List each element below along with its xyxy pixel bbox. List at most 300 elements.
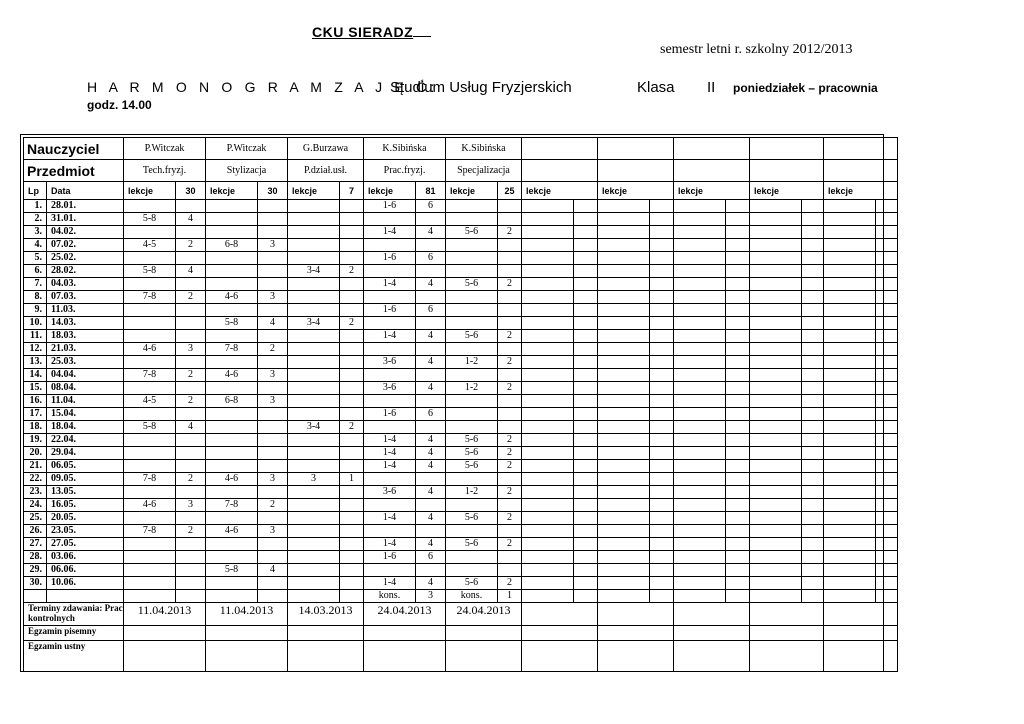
empty-cell xyxy=(522,200,574,213)
empty-cell xyxy=(750,278,802,291)
empty-cell xyxy=(574,564,598,577)
lesson-count-cell xyxy=(340,226,364,239)
row-date: 21.03. xyxy=(47,343,124,356)
table-row xyxy=(24,512,898,525)
empty-cell xyxy=(674,564,726,577)
empty-cell xyxy=(876,473,898,486)
empty-cell xyxy=(650,564,674,577)
row-date: 10.06. xyxy=(47,577,124,590)
schedule-title xyxy=(87,79,878,96)
empty-cell xyxy=(674,408,726,421)
empty-cell xyxy=(650,408,674,421)
exam-written-row-cell xyxy=(124,626,206,641)
row-lp: 14. xyxy=(24,369,47,382)
exam-oral-row-cell xyxy=(598,641,674,672)
lesson-range-cell xyxy=(364,291,416,304)
empty-cell xyxy=(750,577,802,590)
lesson-count-cell: 4 xyxy=(416,382,446,395)
lesson-range-cell: 5-8 xyxy=(206,317,258,330)
lesson-count-cell xyxy=(340,369,364,382)
empty-cell xyxy=(650,200,674,213)
empty-cell xyxy=(598,460,650,473)
empty-cell xyxy=(522,330,574,343)
lesson-range-cell xyxy=(364,213,416,226)
lesson-count-cell: 3 xyxy=(416,590,446,603)
table-row xyxy=(24,369,898,382)
lesson-range-cell xyxy=(124,551,176,564)
lesson-count-cell: 2 xyxy=(498,447,522,460)
empty-cell xyxy=(522,512,574,525)
lesson-count-cell xyxy=(258,304,288,317)
course-name: Studium Usług Fryzjerskich xyxy=(390,79,572,96)
deadlines-row-cell xyxy=(750,603,824,626)
row-date: 15.04. xyxy=(47,408,124,421)
lesson-range-cell xyxy=(124,538,176,551)
lesson-range-cell xyxy=(288,304,340,317)
lesson-range-cell: 1-6 xyxy=(364,408,416,421)
lessons-header: lekcje xyxy=(364,182,416,200)
empty-cell xyxy=(802,577,824,590)
lesson-count-cell: 4 xyxy=(416,330,446,343)
empty-cell xyxy=(650,395,674,408)
empty-cell xyxy=(824,460,876,473)
empty-cell xyxy=(574,499,598,512)
teacher-cell xyxy=(750,138,824,160)
lesson-range-cell xyxy=(288,226,340,239)
lesson-range-cell: 5-6 xyxy=(446,577,498,590)
empty-cell xyxy=(876,343,898,356)
empty-cell xyxy=(802,304,824,317)
empty-cell xyxy=(726,226,750,239)
lesson-range-cell xyxy=(446,239,498,252)
empty-cell xyxy=(522,577,574,590)
subject-label: Przedmiot xyxy=(24,160,124,182)
lesson-count-cell xyxy=(258,226,288,239)
teacher-cell: K.Sibińska xyxy=(364,138,446,160)
lesson-range-cell: kons. xyxy=(364,590,416,603)
empty-cell xyxy=(726,434,750,447)
lesson-count-cell: 4 xyxy=(416,356,446,369)
lesson-count-cell: 3 xyxy=(176,499,206,512)
lesson-range-cell xyxy=(288,382,340,395)
row-lp: 26. xyxy=(24,525,47,538)
empty-cell xyxy=(750,525,802,538)
empty-cell xyxy=(522,486,574,499)
lesson-count-cell: 6 xyxy=(416,252,446,265)
empty-cell xyxy=(598,408,650,421)
empty-cell xyxy=(674,421,726,434)
lesson-range-cell: 1-4 xyxy=(364,447,416,460)
empty-cell xyxy=(522,278,574,291)
empty-cell xyxy=(750,408,802,421)
lesson-range-cell xyxy=(206,278,258,291)
lesson-count-cell: 6 xyxy=(416,304,446,317)
empty-cell xyxy=(726,369,750,382)
empty-cell xyxy=(802,525,824,538)
empty-cell xyxy=(726,252,750,265)
empty-cell xyxy=(674,447,726,460)
lesson-range-cell xyxy=(446,551,498,564)
lesson-range-cell xyxy=(206,382,258,395)
empty-cell xyxy=(650,317,674,330)
lesson-range-cell: 5-6 xyxy=(446,278,498,291)
empty-cell xyxy=(522,226,574,239)
lesson-count-cell xyxy=(258,252,288,265)
lesson-count-cell xyxy=(498,564,522,577)
empty-cell xyxy=(522,408,574,421)
empty-cell xyxy=(876,369,898,382)
lesson-count-cell: 3 xyxy=(258,473,288,486)
table-row xyxy=(24,252,898,265)
lesson-range-cell xyxy=(288,447,340,460)
table-row xyxy=(24,382,898,395)
lesson-count-cell: 2 xyxy=(498,486,522,499)
empty-cell xyxy=(802,382,824,395)
row-lp: 3. xyxy=(24,226,47,239)
empty-cell xyxy=(802,460,824,473)
exam-oral-row-cell xyxy=(206,641,288,672)
table-row xyxy=(24,499,898,512)
empty-cell xyxy=(802,200,824,213)
empty-cell xyxy=(824,473,876,486)
lesson-count-cell xyxy=(176,408,206,421)
lesson-range-cell: 1-2 xyxy=(446,486,498,499)
lesson-range-cell xyxy=(124,434,176,447)
lesson-count-cell xyxy=(258,577,288,590)
lesson-count-cell xyxy=(498,317,522,330)
lesson-range-cell xyxy=(288,564,340,577)
empty-cell xyxy=(802,252,824,265)
lesson-count-cell xyxy=(498,499,522,512)
row-lp: 22. xyxy=(24,473,47,486)
empty-cell xyxy=(876,499,898,512)
empty-cell xyxy=(674,239,726,252)
lesson-count-cell xyxy=(340,408,364,421)
empty-cell xyxy=(802,564,824,577)
empty-cell xyxy=(650,486,674,499)
row-date: 07.02. xyxy=(47,239,124,252)
empty-cell xyxy=(750,395,802,408)
lesson-range-cell xyxy=(446,408,498,421)
lesson-range-cell xyxy=(124,356,176,369)
empty-cell xyxy=(726,382,750,395)
empty-cell xyxy=(824,226,876,239)
empty-cell xyxy=(726,460,750,473)
empty-cell xyxy=(574,434,598,447)
exam-written-row-cell xyxy=(522,626,598,641)
row-lp: 12. xyxy=(24,343,47,356)
empty-cell xyxy=(522,356,574,369)
lesson-count-cell xyxy=(498,200,522,213)
empty-cell xyxy=(824,356,876,369)
empty-cell xyxy=(726,564,750,577)
empty-cell xyxy=(598,317,650,330)
lesson-count-cell: 4 xyxy=(176,213,206,226)
empty-cell xyxy=(876,447,898,460)
lesson-count-cell xyxy=(340,486,364,499)
empty-cell xyxy=(726,200,750,213)
empty-cell xyxy=(726,590,750,603)
table-row xyxy=(24,564,898,577)
row-date: 16.05. xyxy=(47,499,124,512)
empty-cell xyxy=(650,226,674,239)
lesson-count-cell xyxy=(176,460,206,473)
empty-cell xyxy=(674,213,726,226)
empty-cell xyxy=(876,486,898,499)
empty-cell xyxy=(674,499,726,512)
lesson-count-cell xyxy=(340,447,364,460)
lesson-count-cell xyxy=(498,369,522,382)
empty-cell xyxy=(802,317,824,330)
lesson-count-cell: 3 xyxy=(258,525,288,538)
row-date: 22.04. xyxy=(47,434,124,447)
empty-cell xyxy=(802,330,824,343)
row-lp: 30. xyxy=(24,577,47,590)
lesson-count-cell: 1 xyxy=(498,590,522,603)
row-lp: 6. xyxy=(24,265,47,278)
schedule-table xyxy=(23,137,898,672)
lesson-range-cell xyxy=(288,512,340,525)
lesson-count-cell: 2 xyxy=(498,226,522,239)
empty-cell xyxy=(824,200,876,213)
empty-cell xyxy=(574,239,598,252)
lessons-total: 7 xyxy=(340,182,364,200)
empty-cell xyxy=(650,538,674,551)
column-header-row xyxy=(24,182,898,200)
lesson-count-cell xyxy=(176,304,206,317)
empty-cell xyxy=(824,421,876,434)
lesson-count-cell xyxy=(340,564,364,577)
lesson-count-cell: 4 xyxy=(416,278,446,291)
empty-cell xyxy=(598,434,650,447)
empty-cell xyxy=(674,356,726,369)
empty-cell xyxy=(674,395,726,408)
lesson-range-cell: 4-6 xyxy=(206,473,258,486)
lesson-count-cell: 4 xyxy=(258,317,288,330)
empty-cell xyxy=(824,395,876,408)
lesson-range-cell: 7-8 xyxy=(124,369,176,382)
lesson-count-cell xyxy=(176,317,206,330)
lesson-count-cell xyxy=(176,330,206,343)
lesson-range-cell: 4-6 xyxy=(206,291,258,304)
empty-cell xyxy=(522,460,574,473)
lessons-total: 30 xyxy=(258,182,288,200)
lesson-range-cell xyxy=(364,473,416,486)
empty-cell xyxy=(726,356,750,369)
exam-oral-row xyxy=(24,641,898,672)
lesson-range-cell: 1-4 xyxy=(364,538,416,551)
empty-cell xyxy=(522,499,574,512)
lesson-range-cell xyxy=(124,200,176,213)
empty-cell xyxy=(522,369,574,382)
deadlines-row-cell xyxy=(674,603,750,626)
lesson-range-cell xyxy=(206,577,258,590)
lesson-count-cell xyxy=(416,525,446,538)
empty-cell xyxy=(674,252,726,265)
empty-cell xyxy=(750,473,802,486)
row-date: 25.02. xyxy=(47,252,124,265)
empty-cell xyxy=(574,382,598,395)
empty-cell xyxy=(726,291,750,304)
subject-cell xyxy=(522,160,598,182)
empty-cell xyxy=(650,239,674,252)
empty-cell xyxy=(876,525,898,538)
lesson-range-cell: 7-8 xyxy=(206,499,258,512)
lesson-range-cell xyxy=(446,499,498,512)
lesson-count-cell xyxy=(258,200,288,213)
subject-cell xyxy=(824,160,898,182)
empty-cell xyxy=(726,408,750,421)
empty-cell xyxy=(750,421,802,434)
lesson-count-cell xyxy=(498,265,522,278)
lesson-range-cell xyxy=(288,291,340,304)
lesson-count-cell xyxy=(258,382,288,395)
lesson-range-cell xyxy=(288,551,340,564)
lesson-count-cell: 2 xyxy=(176,239,206,252)
empty-cell xyxy=(750,239,802,252)
lesson-count-cell xyxy=(498,473,522,486)
row-lp: 1. xyxy=(24,200,47,213)
lesson-count-cell: 3 xyxy=(258,369,288,382)
empty-cell xyxy=(876,551,898,564)
lesson-count-cell: 2 xyxy=(176,473,206,486)
empty-cell xyxy=(802,226,824,239)
deadlines-row-cell: 11.04.2013 xyxy=(206,603,288,626)
lesson-count-cell xyxy=(340,460,364,473)
subject-cell: Specjalizacja xyxy=(446,160,522,182)
lesson-count-cell xyxy=(258,460,288,473)
lesson-count-cell xyxy=(340,304,364,317)
empty-cell xyxy=(726,486,750,499)
empty-cell xyxy=(802,408,824,421)
empty-cell xyxy=(750,252,802,265)
empty-cell xyxy=(674,278,726,291)
empty-cell xyxy=(802,278,824,291)
lesson-range-cell xyxy=(288,538,340,551)
lesson-count-cell xyxy=(498,395,522,408)
lesson-range-cell xyxy=(446,343,498,356)
lesson-range-cell: 5-8 xyxy=(124,265,176,278)
lesson-count-cell xyxy=(416,421,446,434)
empty-cell xyxy=(598,343,650,356)
empty-cell xyxy=(876,512,898,525)
empty-cell xyxy=(598,265,650,278)
empty-cell xyxy=(802,213,824,226)
empty-cell xyxy=(574,317,598,330)
empty-cell xyxy=(674,473,726,486)
lesson-range-cell xyxy=(206,330,258,343)
lesson-count-cell xyxy=(498,525,522,538)
exam-oral-row-cell xyxy=(674,641,750,672)
lesson-range-cell xyxy=(206,486,258,499)
day-place: poniedziałek – pracownia xyxy=(733,81,878,95)
lesson-count-cell xyxy=(340,525,364,538)
empty-cell xyxy=(598,226,650,239)
lesson-count-cell xyxy=(176,226,206,239)
lesson-range-cell: 3-4 xyxy=(288,317,340,330)
teacher-cell: K.Sibińska xyxy=(446,138,522,160)
lesson-range-cell: 6-8 xyxy=(206,395,258,408)
lesson-range-cell xyxy=(124,577,176,590)
row-lp: 20. xyxy=(24,447,47,460)
teacher-cell xyxy=(674,138,750,160)
table-row xyxy=(24,473,898,486)
empty-cell xyxy=(650,551,674,564)
empty-cell xyxy=(598,499,650,512)
empty-cell xyxy=(726,538,750,551)
table-row xyxy=(24,538,898,551)
empty-cell xyxy=(750,343,802,356)
lesson-count-cell: 2 xyxy=(498,356,522,369)
empty-cell xyxy=(750,369,802,382)
empty-cell xyxy=(574,512,598,525)
empty-cell xyxy=(598,512,650,525)
date-header: Data xyxy=(47,182,124,200)
lesson-count-cell xyxy=(416,564,446,577)
empty-cell xyxy=(598,304,650,317)
lesson-range-cell: 5-6 xyxy=(446,226,498,239)
lesson-count-cell: 2 xyxy=(498,538,522,551)
lesson-count-cell: 3 xyxy=(176,343,206,356)
row-lp: 2. xyxy=(24,213,47,226)
empty-cell xyxy=(598,538,650,551)
lesson-range-cell: 1-4 xyxy=(364,512,416,525)
empty-cell xyxy=(824,512,876,525)
row-date: 18.04. xyxy=(47,421,124,434)
empty-cell xyxy=(522,525,574,538)
lesson-count-cell: 2 xyxy=(498,330,522,343)
lesson-count-cell: 4 xyxy=(416,460,446,473)
class-label: Klasa xyxy=(637,79,675,96)
empty-cell xyxy=(522,265,574,278)
empty-cell xyxy=(726,317,750,330)
lesson-count-cell: 2 xyxy=(498,434,522,447)
deadlines-row-cell: 24.04.2013 xyxy=(364,603,446,626)
empty-cell xyxy=(802,369,824,382)
lesson-range-cell xyxy=(446,317,498,330)
row-lp: 13. xyxy=(24,356,47,369)
lesson-range-cell xyxy=(364,343,416,356)
deadlines-row xyxy=(24,603,898,626)
empty-cell xyxy=(824,291,876,304)
empty-cell xyxy=(674,460,726,473)
lesson-count-cell: 4 xyxy=(416,434,446,447)
lesson-count-cell: 3 xyxy=(258,395,288,408)
lesson-count-cell xyxy=(498,408,522,421)
lesson-count-cell xyxy=(176,564,206,577)
exam-written-row-cell xyxy=(206,626,288,641)
empty-cell xyxy=(876,291,898,304)
lesson-count-cell: 3 xyxy=(258,291,288,304)
lesson-range-cell: 5-6 xyxy=(446,447,498,460)
empty-cell xyxy=(726,421,750,434)
lesson-count-cell xyxy=(498,291,522,304)
table-row xyxy=(24,356,898,369)
empty-cell xyxy=(726,512,750,525)
row-date: 29.04. xyxy=(47,447,124,460)
empty-cell xyxy=(574,330,598,343)
title-prefix: H A R M O N O G R A M Z A J Ę Ć: xyxy=(87,79,439,95)
empty-cell xyxy=(802,434,824,447)
empty-cell xyxy=(726,213,750,226)
deadlines-row-cell xyxy=(522,603,598,626)
empty-cell xyxy=(750,512,802,525)
row-date: 06.06. xyxy=(47,564,124,577)
empty-cell xyxy=(522,304,574,317)
lesson-range-cell: 5-8 xyxy=(206,564,258,577)
lesson-count-cell xyxy=(498,551,522,564)
exam-written-row-cell xyxy=(598,626,674,641)
